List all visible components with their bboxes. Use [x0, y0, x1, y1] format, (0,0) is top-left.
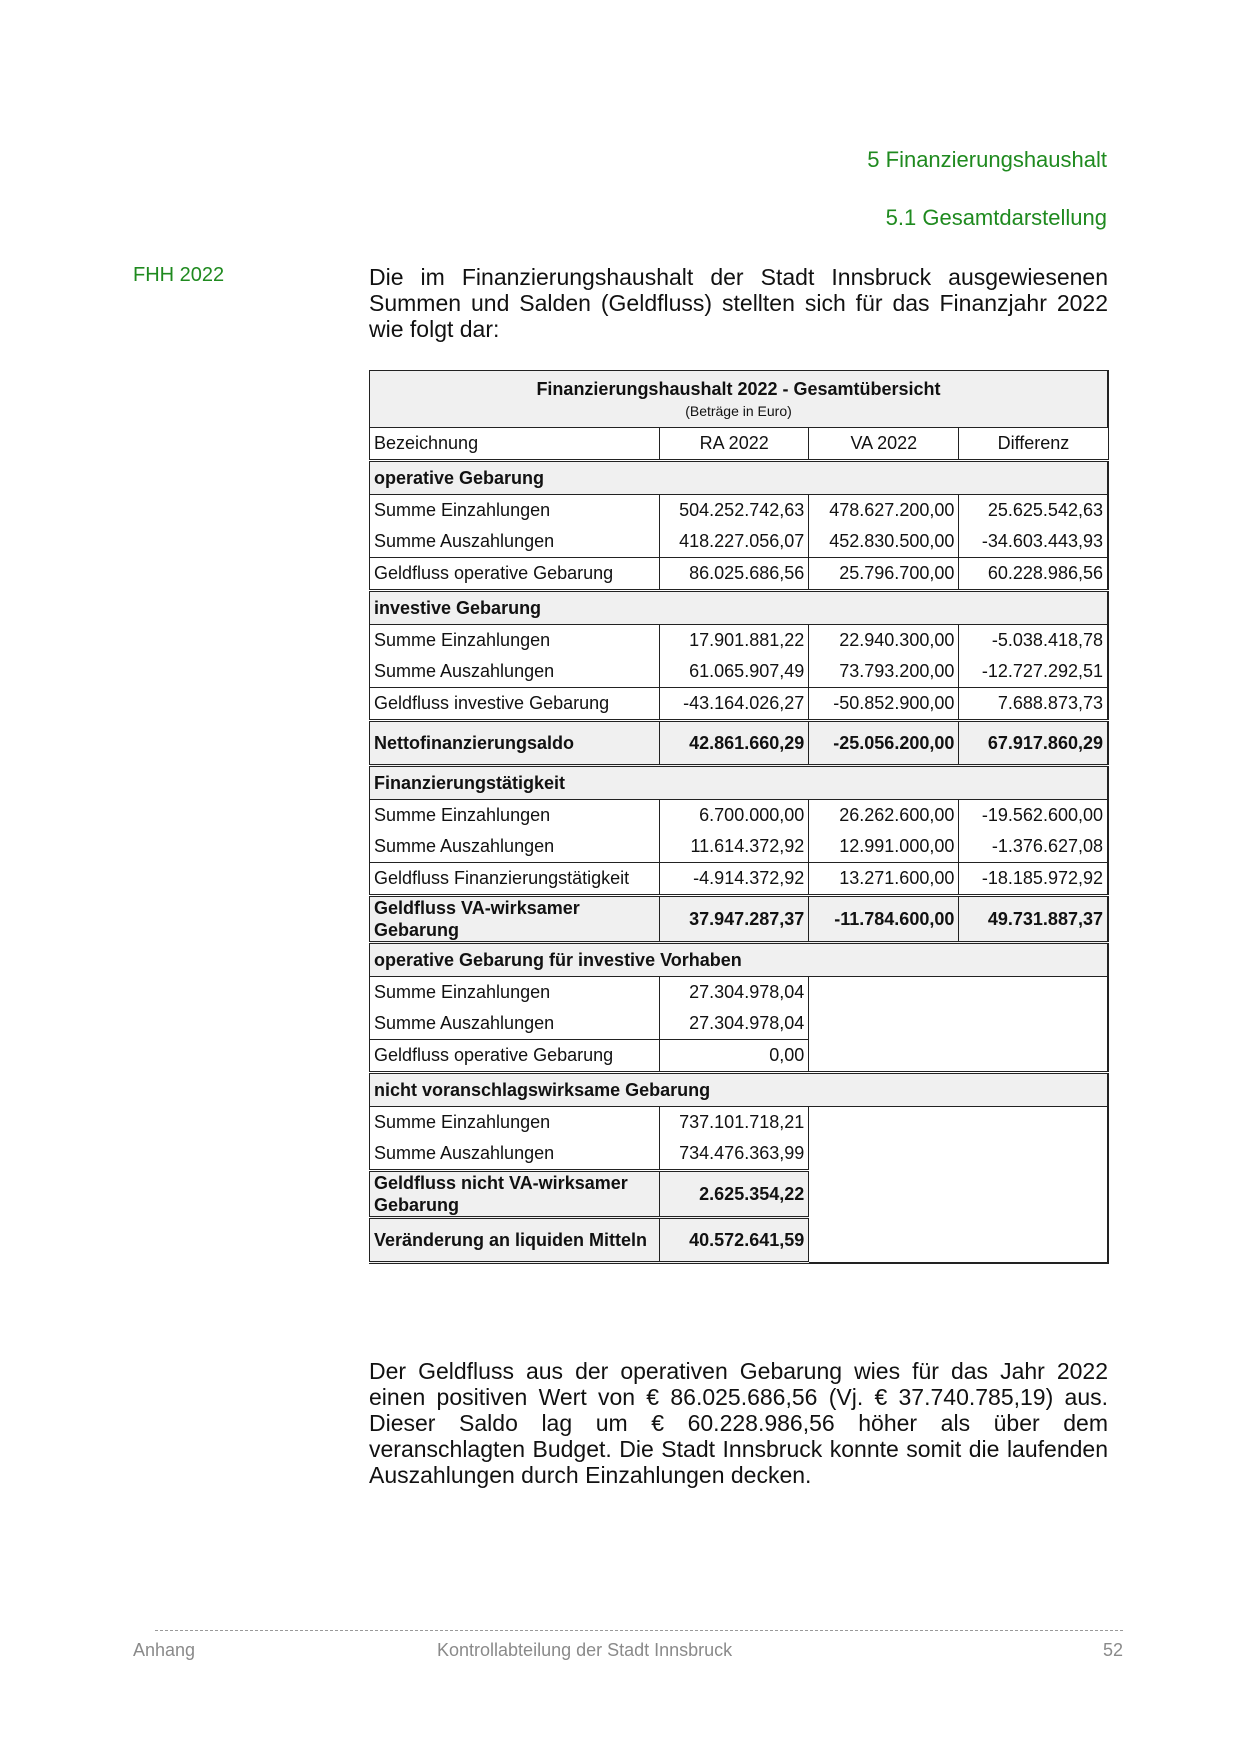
table-row: [370, 831, 1109, 863]
diff-value: 7.688.873,73: [959, 688, 1108, 721]
footer-center: Kontrollabteilung der Stadt Innsbruck: [437, 1640, 733, 1660]
va-value: 22.940.300,00: [809, 625, 959, 657]
ra-value: -4.914.372,92: [660, 863, 809, 896]
row-label: Geldfluss operative Gebarung: [370, 1040, 660, 1073]
row-label: Geldfluss Finanzierungstätigkeit: [370, 863, 660, 896]
table-title: [370, 371, 1109, 428]
column-header: Differenz: [959, 428, 1108, 461]
column-header: RA 2022: [660, 428, 809, 461]
footer-divider: [155, 1630, 1123, 1631]
section-title: investive Gebarung: [370, 591, 1109, 625]
va-value: -11.784.600,00: [809, 896, 959, 943]
va-value: -50.852.900,00: [809, 688, 959, 721]
section-row: [370, 591, 1109, 625]
ra-value: 2.625.354,22: [660, 1171, 809, 1218]
table-row: [370, 977, 1109, 1009]
row-label: Summe Einzahlungen: [370, 800, 660, 832]
table-header-row: [370, 428, 1109, 461]
total-row-netto: [370, 721, 1109, 766]
row-label: Summe Auszahlungen: [370, 1008, 660, 1040]
row-label: Summe Einzahlungen: [370, 1107, 660, 1139]
row-label: Summe Einzahlungen: [370, 977, 660, 1009]
table-subtitle: (Beträge in Euro): [685, 403, 792, 419]
row-label: Summe Auszahlungen: [370, 1138, 660, 1171]
table-row: [370, 800, 1109, 832]
diff-value: -1.376.627,08: [959, 831, 1108, 863]
empty-cell: [809, 977, 1108, 1073]
section-title: operative Gebarung für investive Vorhaben: [370, 943, 1109, 977]
row-label: Geldfluss nicht VA-wirksamer Gebarung: [370, 1171, 660, 1218]
ra-value: 37.947.287,37: [660, 896, 809, 943]
ra-value: 0,00: [660, 1040, 809, 1073]
empty-cell: [809, 1107, 1108, 1263]
row-label: Summe Einzahlungen: [370, 495, 660, 527]
section-row: [370, 766, 1109, 800]
section-row: [370, 461, 1109, 495]
row-label: Summe Auszahlungen: [370, 656, 660, 688]
diff-value: 25.625.542,63: [959, 495, 1108, 527]
ra-value: 40.572.641,59: [660, 1218, 809, 1263]
va-value: -25.056.200,00: [809, 721, 959, 766]
diff-value: -18.185.972,92: [959, 863, 1108, 896]
diff-value: -12.727.292,51: [959, 656, 1108, 688]
financial-table: [369, 370, 1109, 1264]
ra-value: 86.025.686,56: [660, 558, 809, 591]
ra-value: 27.304.978,04: [660, 1008, 809, 1040]
total-row-va-wirksam: [370, 896, 1109, 943]
section-row: [370, 1073, 1109, 1107]
row-label: Summe Auszahlungen: [370, 831, 660, 863]
diff-value: 60.228.986,56: [959, 558, 1108, 591]
row-label: Geldfluss VA-wirksamer Gebarung: [370, 896, 660, 943]
ra-value: 17.901.881,22: [660, 625, 809, 657]
row-label: Nettofinanzierungsaldo: [370, 721, 660, 766]
ra-value: 11.614.372,92: [660, 831, 809, 863]
section-title: operative Gebarung: [370, 461, 1109, 495]
section-title: Finanzierungstätigkeit: [370, 766, 1109, 800]
table-row: [370, 688, 1109, 721]
table-row: [370, 656, 1109, 688]
ra-value: 734.476.363,99: [660, 1138, 809, 1171]
ra-value: 42.861.660,29: [660, 721, 809, 766]
ra-value: 504.252.742,63: [660, 495, 809, 527]
table-row: [370, 495, 1109, 527]
ra-value: 27.304.978,04: [660, 977, 809, 1009]
section-row: [370, 943, 1109, 977]
row-label: Veränderung an liquiden Mitteln: [370, 1218, 660, 1263]
column-header: Bezeichnung: [370, 428, 660, 461]
va-value: 452.830.500,00: [809, 526, 959, 558]
diff-value: 67.917.860,29: [959, 721, 1108, 766]
va-value: 12.991.000,00: [809, 831, 959, 863]
ra-value: 737.101.718,21: [660, 1107, 809, 1139]
ra-value: 61.065.907,49: [660, 656, 809, 688]
ra-value: 6.700.000,00: [660, 800, 809, 832]
intro-paragraph: Die im Finanzierungshaushalt der Stadt Innsbruck ausgewiesenen Summen und Salden (Geldfluss) stellten sich für das Finanzjahr 2022 wie folgt dar:: [369, 264, 1108, 342]
va-value: 13.271.600,00: [809, 863, 959, 896]
outro-paragraph: Der Geldfluss aus der operativen Gebarung wies für das Jahr 2022 einen positiven Wert von € 86.025.686,56 (Vj. € 37.740.785,19) aus. Dieser Saldo lag um € 60.228.986,56 höher als über dem veranschlagten Budget. Die Stadt Innsbruck konnte somit die laufenden Auszahlungen durch Einzahlungen decken.: [369, 1358, 1108, 1488]
va-value: 478.627.200,00: [809, 495, 959, 527]
margin-label: FHH 2022: [133, 264, 225, 286]
row-label: Geldfluss operative Gebarung: [370, 558, 660, 591]
table-row: [370, 1107, 1109, 1139]
section-heading: 5.1 Gesamtdarstellung: [885, 205, 1107, 230]
diff-value: 49.731.887,37: [959, 896, 1108, 943]
table-row: [370, 526, 1109, 558]
row-label: Geldfluss investive Gebarung: [370, 688, 660, 721]
row-label: Summe Auszahlungen: [370, 526, 660, 558]
footer-left: Anhang: [133, 1640, 196, 1660]
page-number: 52: [1102, 1640, 1123, 1660]
table-row: [370, 625, 1109, 657]
va-value: 25.796.700,00: [809, 558, 959, 591]
row-label: Summe Einzahlungen: [370, 625, 660, 657]
va-value: 26.262.600,00: [809, 800, 959, 832]
column-header: VA 2022: [809, 428, 959, 461]
diff-value: -5.038.418,78: [959, 625, 1108, 657]
va-value: 73.793.200,00: [809, 656, 959, 688]
diff-value: -19.562.600,00: [959, 800, 1108, 832]
ra-value: -43.164.026,27: [660, 688, 809, 721]
table-row: [370, 863, 1109, 896]
table-row: [370, 558, 1109, 591]
chapter-heading: 5 Finanzierungshaushalt: [867, 147, 1107, 172]
table-title-text: Finanzierungshaushalt 2022 - Gesamtübersicht: [536, 379, 941, 399]
section-title: nicht voranschlagswirksame Gebarung: [370, 1073, 1109, 1107]
ra-value: 418.227.056,07: [660, 526, 809, 558]
diff-value: -34.603.443,93: [959, 526, 1108, 558]
